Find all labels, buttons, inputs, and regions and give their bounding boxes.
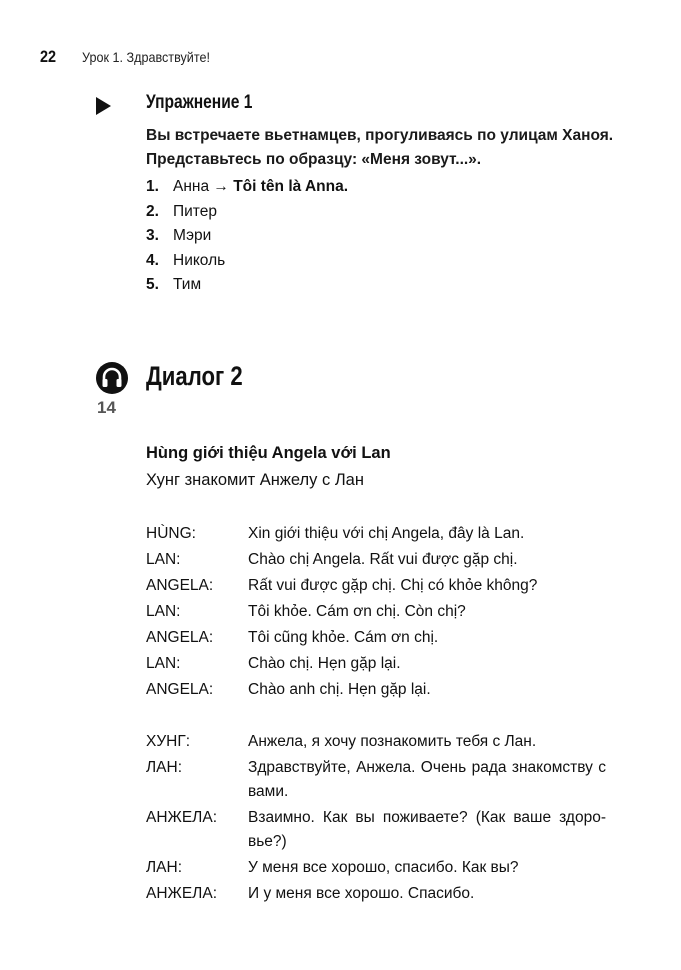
utterance: Здравствуйте, Анжела. Очень рада знакомству с вами. <box>248 759 606 800</box>
utterance: Chào chị. Hẹn gặp lại. <box>248 655 401 672</box>
utterance: И у меня все хорошо. Спасибо. <box>248 885 475 902</box>
speaker: АНЖЕЛА: <box>146 809 217 826</box>
headphones-icon <box>96 362 128 394</box>
utterance: Xin giới thiệu với chị Angela, đây là Lan. <box>248 525 525 542</box>
page-number: 22 <box>40 47 57 66</box>
dialog-line <box>146 600 606 624</box>
arrow-icon: → <box>209 178 234 195</box>
speaker: LAN: <box>146 655 181 672</box>
item-number: 2. <box>146 202 159 220</box>
speaker: ЛАН: <box>146 759 183 776</box>
exercise-item <box>146 227 348 252</box>
utterance: У меня все хорошо, спасибо. Как вы? <box>248 859 519 876</box>
exercise-list <box>146 178 348 301</box>
utterance: Chào anh chị. Hẹn gặp lại. <box>248 681 431 698</box>
dialog-line <box>146 882 606 906</box>
speaker: ЛАН: <box>146 859 183 876</box>
dialog-line <box>146 574 606 598</box>
dialog-russian <box>146 730 606 908</box>
dialog-line <box>146 678 606 702</box>
exercise-item <box>146 276 348 301</box>
item-number: 3. <box>146 227 159 244</box>
utterance: Взаимно. Как вы поживаете? (Как ваше здоро- вье?) <box>248 809 606 850</box>
dialog-line <box>146 626 606 650</box>
utterance: Rất vui được gặp chị. Chị có khỏe không? <box>248 577 538 594</box>
dialog-line <box>146 856 606 880</box>
dialog-line <box>146 806 606 854</box>
dialog-vietnamese <box>146 522 606 704</box>
utterance: Анжела, я хочу познакомить тебя с Лан. <box>248 733 537 750</box>
running-title: Урок 1. Здравствуйте! <box>82 49 210 65</box>
speaker: ANGELA: <box>146 681 214 698</box>
utterance: Chào chị Angela. Rất vui được gặp chị. <box>248 551 518 568</box>
dialog-line <box>146 730 606 754</box>
speaker: АНЖЕЛА: <box>146 885 217 902</box>
utterance: Tôi cũng khỏe. Cám ơn chị. <box>248 629 439 646</box>
item-answer: Tôi tên là Anna. <box>233 178 349 195</box>
exercise-item <box>146 203 348 228</box>
item-number: 4. <box>146 251 159 269</box>
utterance: Tôi khỏe. Cám ơn chị. Còn chị? <box>248 603 466 620</box>
item-name: Анна <box>173 178 210 195</box>
dialog-line <box>146 522 606 546</box>
exercise-title: Упражнение 1 <box>146 92 253 113</box>
item-name: Тим <box>173 276 202 293</box>
item-number: 1. <box>146 178 159 195</box>
speaker: LAN: <box>146 603 181 620</box>
speaker: ANGELA: <box>146 629 214 646</box>
item-name: Питер <box>173 202 217 220</box>
item-name: Мэри <box>173 227 212 244</box>
page-header <box>40 47 224 67</box>
dialog-line <box>146 548 606 572</box>
item-name: Николь <box>173 251 226 269</box>
item-number: 5. <box>146 276 159 293</box>
speaker: ХУНГ: <box>146 733 191 750</box>
speaker: HÙNG: <box>146 525 196 542</box>
dialog-heading-russian: Хунг знакомит Анжелу с Лан <box>146 471 364 489</box>
speaker: LAN: <box>146 551 181 568</box>
exercise-instructions: Вы встречаете вьетнамцев, прогуливаясь по улицам Ханоя. Представьтесь по образцу: «Меня зовут...». <box>146 127 614 168</box>
dialog-line <box>146 756 606 804</box>
play-arrow-icon <box>96 97 111 115</box>
dialog-line <box>146 652 606 676</box>
audio-track-number: 14 <box>97 398 116 417</box>
exercise-item <box>146 252 348 277</box>
speaker: ANGELA: <box>146 577 214 594</box>
dialog-heading-vietnamese: Hùng giới thiệu Angela với Lan <box>146 444 391 462</box>
dialog-title: Диалог 2 <box>146 361 243 391</box>
exercise-item <box>146 178 348 203</box>
